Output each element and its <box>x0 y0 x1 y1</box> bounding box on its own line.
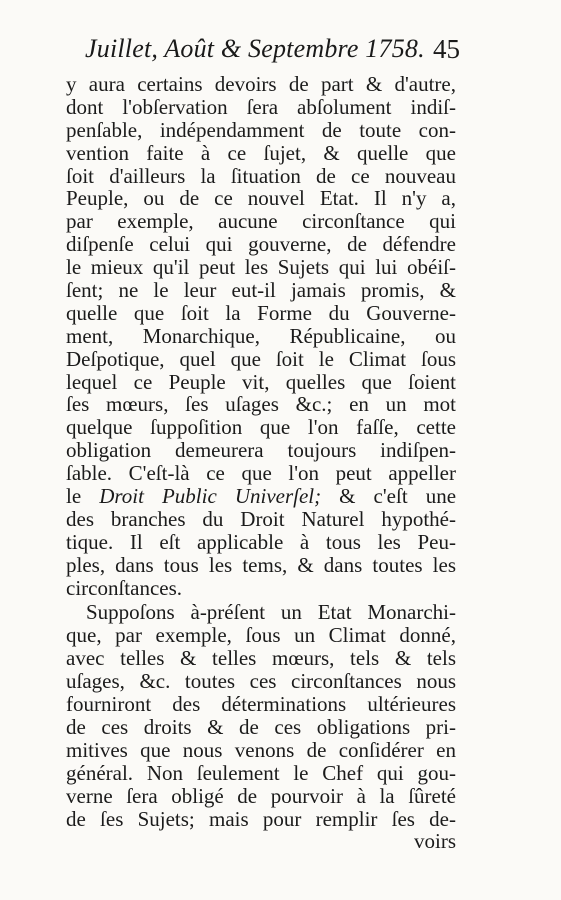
text-line: quelle que ſoit la Forme du Gouverne- <box>66 300 456 325</box>
text-line: diſpenſe celui qui gouverne, de défendre <box>66 232 456 257</box>
paragraph-start: Suppoſons à-préſent un Etat Monarchi- <box>86 600 456 625</box>
text-line: uſages, &c. toutes ces circonſtances nous <box>66 669 456 694</box>
text-line: ſable. C'eſt-là ce que l'on peut appeller <box>66 461 456 486</box>
text-line: Deſpotique, quel que ſoit le Climat ſous <box>66 346 456 371</box>
page-number: 45 <box>433 34 460 64</box>
text-line: vention faite à ce ſujet, & quelle que <box>66 140 456 165</box>
text-line-italic <box>66 485 456 508</box>
text-line: quelque ſuppoſition que l'on faſſe, cette <box>66 415 456 440</box>
text-line: des branches du Droit Naturel hypothé- <box>66 506 456 531</box>
text-line: ment, Monarchique, Républicaine, ou <box>66 323 456 348</box>
text-line: général. Non ſeulement le Chef qui gou- <box>66 760 456 785</box>
text-line: de ces droits & de ces obligations pri- <box>66 714 456 739</box>
text-line: mitives que nous venons de conſidérer en <box>66 737 456 762</box>
italic-term: Droit Public Univerſel; <box>99 484 322 509</box>
text-line: ſent; ne le leur eut-il jamais promis, & <box>66 278 456 303</box>
text-line: verne ſera obligé de pourvoir à la ſûreté <box>66 783 456 808</box>
text-line: ſoit d'ailleurs la ſituation de ce nouveau <box>66 163 456 188</box>
text-line: tique. Il eſt applicable à tous les Peu- <box>66 529 456 554</box>
text-line: le mieux qu'il peut les Sujets qui lui obéiſ- <box>66 255 456 280</box>
body-text <box>66 73 456 853</box>
text-line: que, par exemple, ſous un Climat donné, <box>66 623 456 648</box>
text-line: fourniront des déterminations ultérieures <box>66 692 456 717</box>
text-segment: & c'eſt une <box>321 484 457 509</box>
text-line: y aura certains devoirs de part & d'autre, <box>66 72 456 96</box>
running-head: Juillet, Août & Septembre 1758. <box>85 34 425 63</box>
text-line: obligation demeurera toujours indiſpen- <box>66 438 456 463</box>
text-line: ples, dans tous les tems, & dans toutes les <box>66 552 456 577</box>
text-line: lequel ce Peuple vit, quelles que ſoient <box>66 369 456 394</box>
text-line: circonſtances. <box>66 575 183 600</box>
text-line: penſable, indépendamment de toute con- <box>66 117 456 142</box>
text-line: par exemple, aucune circonſtance qui <box>66 209 456 234</box>
text-line: dont l'obſervation ſera abſolument indiſ- <box>66 94 456 119</box>
text-line: ſes mœurs, ſes uſages &c.; en un mot <box>66 392 456 417</box>
text-line: avec telles & telles mœurs, tels & tels <box>66 646 456 671</box>
text-segment: le <box>66 484 100 509</box>
text-line: de ſes Sujets; mais pour remplir ſes de- <box>66 806 456 831</box>
catchword: voirs <box>414 829 456 854</box>
text-line: Peuple, ou de ce nouvel Etat. Il n'y a, <box>66 186 456 211</box>
page-header <box>85 34 460 74</box>
